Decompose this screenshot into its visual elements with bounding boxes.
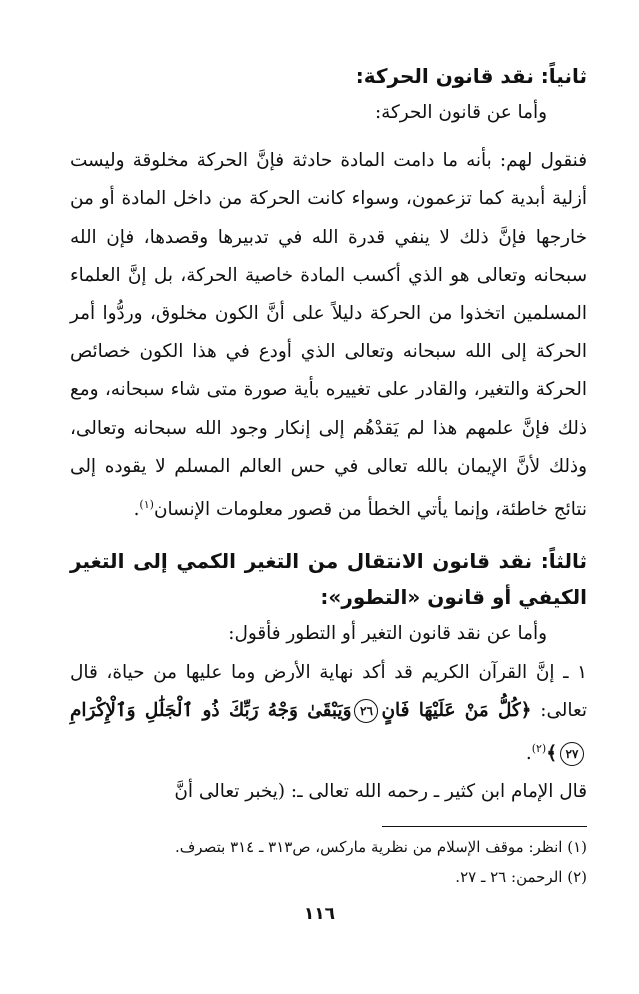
point-one-text: ١ ـ إنَّ القرآن الكريم قد أكد نهاية الأرض وما عليها من حياة، قال تعالى: — [70, 661, 587, 721]
section-heading-change: ثالثاً: نقد قانون الانتقال من التغير الكمي إلى التغير الكيفي أو قانون «التطور»: — [70, 549, 587, 610]
page-number: ١١٦ — [303, 904, 336, 924]
page-content — [70, 58, 587, 812]
point-one — [70, 654, 587, 774]
ayah-number-27: ٢٧ — [560, 742, 584, 766]
intro-change: وأما عن نقد قانون التغير أو التطور فأقول: — [228, 623, 547, 645]
footnote-1: (١) انظر: موقف الإسلام من نظرية ماركس، ص٣١٣ ـ ٣١٤ بتصرف. — [174, 838, 587, 856]
footnote-divider — [382, 826, 587, 827]
quran-open-bracket: ﴿ — [520, 699, 532, 721]
footnote-ref-1[interactable]: (١) — [139, 498, 154, 512]
section-heading-movement: ثانياً: نقد قانون الحركة: — [355, 64, 587, 88]
footnote-2: (٢) الرحمن: ٢٦ ـ ٢٧. — [455, 868, 587, 886]
paragraph-movement — [70, 142, 587, 529]
quran-quote — [70, 700, 587, 764]
ibn-kathir-quote: قال الإمام ابن كثير ـ رحمه الله تعالى ـ: (يخبر تعالى أنَّ — [174, 781, 587, 803]
intro-movement: وأما عن قانون الحركة: — [374, 102, 547, 123]
ayah-number-26: ٢٦ — [354, 699, 378, 723]
footnotes — [70, 832, 587, 892]
quran-close-bracket: ﴾ — [546, 743, 557, 765]
point-one-end: . — [525, 743, 532, 765]
footnote-ref-2[interactable]: (٢) — [531, 741, 547, 755]
paragraph-end: . — [133, 499, 140, 521]
quran-verse-27: وَيَبْقَىٰ وَجْهُ رَبِّكَ ذُو ٱلْجَلَٰلِ وَٱلْإِكْرَامِ — [70, 699, 352, 721]
quran-verse-26: كُلُّ مَنْ عَلَيْهَا فَانٍ — [381, 699, 521, 721]
paragraph-movement-text: فنقول لهم: بأنه ما دامت المادة حادثة فإنَّ الحركة مخلوقة وليست أزلية أبدية كما تزعمون، وسواء كانت الحركة من داخل المادة أو من خارجها فإنَّ ذلك لا ينفي قدرة الله في تدبيرها وقصدها، فإن الله سبحانه وتعالى هو الذي أكسب المادة خاصية الحركة، بل إنَّ العلماء المسلمين اتخذوا من الحركة دليلاً على أنَّ الكون مخلوق، وردُّوا أمر الحركة إلى الله سبحانه وتعالى الذي أودع في هذا الكون خصائص الحركة والتغير، والقادر على تغييره بأية صورة متى شاء سبحانه، ومع ذلك فإنَّ علمهم هذا لم يَقدْهُم إلى إنكار وجود الله سبحانه وتعالى، وذلك لأنَّ الإيمان بالله تعالى في حس العالم المسلم لا يقوده إلى نتائج خاطئة، وإنما يأتي الخطأ من قصور معلومات الإنسان — [70, 150, 587, 521]
